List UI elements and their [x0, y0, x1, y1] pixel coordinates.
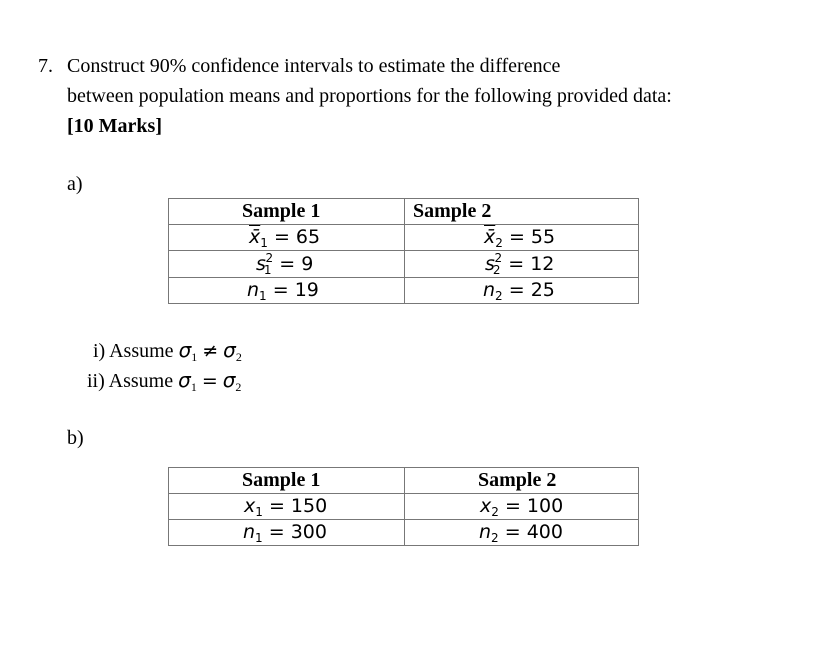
sigma-symbol: σ — [178, 338, 192, 362]
mean-symbol: x̄ — [484, 225, 496, 248]
x-symbol: x — [244, 494, 256, 517]
sample1-header-cell — [169, 199, 405, 225]
subscript: 1 — [263, 263, 272, 277]
cell-n-2 — [405, 520, 639, 546]
value: = 150 — [268, 494, 328, 517]
value: = 9 — [279, 253, 314, 275]
sigma-symbol: σ — [223, 338, 236, 362]
subscript: 2 — [235, 350, 242, 364]
table-row — [169, 225, 639, 251]
subscript: 1 — [260, 235, 268, 250]
sample2-header: Sample 2 — [413, 200, 492, 222]
value: = 65 — [273, 225, 321, 248]
sample2-header-cell — [405, 468, 639, 494]
cell-n-2 — [405, 278, 639, 304]
n-symbol: n — [247, 278, 260, 301]
table-row — [169, 494, 639, 520]
subscript: 2 — [491, 530, 499, 545]
part-b-table — [168, 467, 639, 546]
cell-mean-2 — [405, 225, 639, 251]
assumption-ii-label: ii) Assume — [87, 370, 174, 392]
cell-variance-1 — [169, 251, 405, 278]
not-equal-sign: ≠ — [202, 340, 219, 362]
subscript: 1 — [259, 288, 267, 303]
cell-x-2 — [405, 494, 639, 520]
part-a-label: a) — [67, 173, 83, 195]
value: = 55 — [508, 225, 556, 248]
sample1-header: Sample 1 — [242, 469, 321, 491]
mean-symbol: x̄ — [249, 225, 261, 248]
question-line-1: Construct 90% confidence intervals to estimate the difference — [67, 55, 561, 77]
part-a-table — [168, 198, 639, 304]
table-row — [169, 520, 639, 546]
value: = 400 — [504, 520, 563, 543]
sample2-header-cell — [405, 199, 639, 225]
n-symbol: n — [483, 278, 496, 301]
assumption-i — [93, 337, 242, 370]
subscript: 2 — [495, 288, 503, 303]
equal-sign: = — [201, 370, 218, 392]
subscript: 2 — [491, 504, 499, 519]
subscript: 2 — [235, 380, 242, 394]
assumption-ii — [87, 367, 241, 400]
n-symbol: n — [479, 520, 492, 543]
subscript: 1 — [191, 350, 198, 364]
variance-symbol: s — [256, 253, 266, 275]
sample1-header-cell — [169, 468, 405, 494]
assumption-i-label: i) Assume — [93, 340, 174, 362]
sigma-symbol: σ — [222, 368, 236, 392]
variance-symbol: s — [485, 253, 495, 275]
question-line-2: between population means and proportions for the following provided data: — [67, 85, 672, 107]
subscript: 2 — [495, 235, 503, 250]
sample1-header: Sample 1 — [242, 200, 321, 222]
table-row — [169, 468, 639, 494]
subscript: 1 — [190, 380, 197, 394]
marks-label: [10 Marks] — [67, 115, 162, 137]
superscript: 2 — [265, 251, 274, 265]
subscript: 1 — [255, 530, 263, 545]
value: = 12 — [508, 253, 555, 275]
sample2-header: Sample 2 — [478, 469, 557, 491]
cell-n-1 — [169, 520, 405, 546]
table-row — [169, 278, 639, 304]
subscript: 1 — [255, 504, 263, 519]
value: = 19 — [272, 278, 319, 301]
sigma-symbol: σ — [178, 368, 191, 392]
part-b-label: b) — [67, 427, 84, 449]
cell-n-1 — [169, 278, 405, 304]
cell-variance-2 — [405, 251, 639, 278]
value: = 300 — [268, 520, 327, 543]
question-number: 7. — [38, 55, 53, 77]
cell-x-1 — [169, 494, 405, 520]
cell-mean-1 — [169, 225, 405, 251]
n-symbol: n — [243, 520, 256, 543]
superscript: 2 — [494, 251, 503, 265]
value: = 25 — [508, 278, 555, 301]
table-row — [169, 199, 639, 225]
x-symbol: x — [480, 494, 492, 517]
value: = 100 — [504, 494, 564, 517]
table-row — [169, 251, 639, 278]
subscript: 2 — [492, 263, 501, 277]
